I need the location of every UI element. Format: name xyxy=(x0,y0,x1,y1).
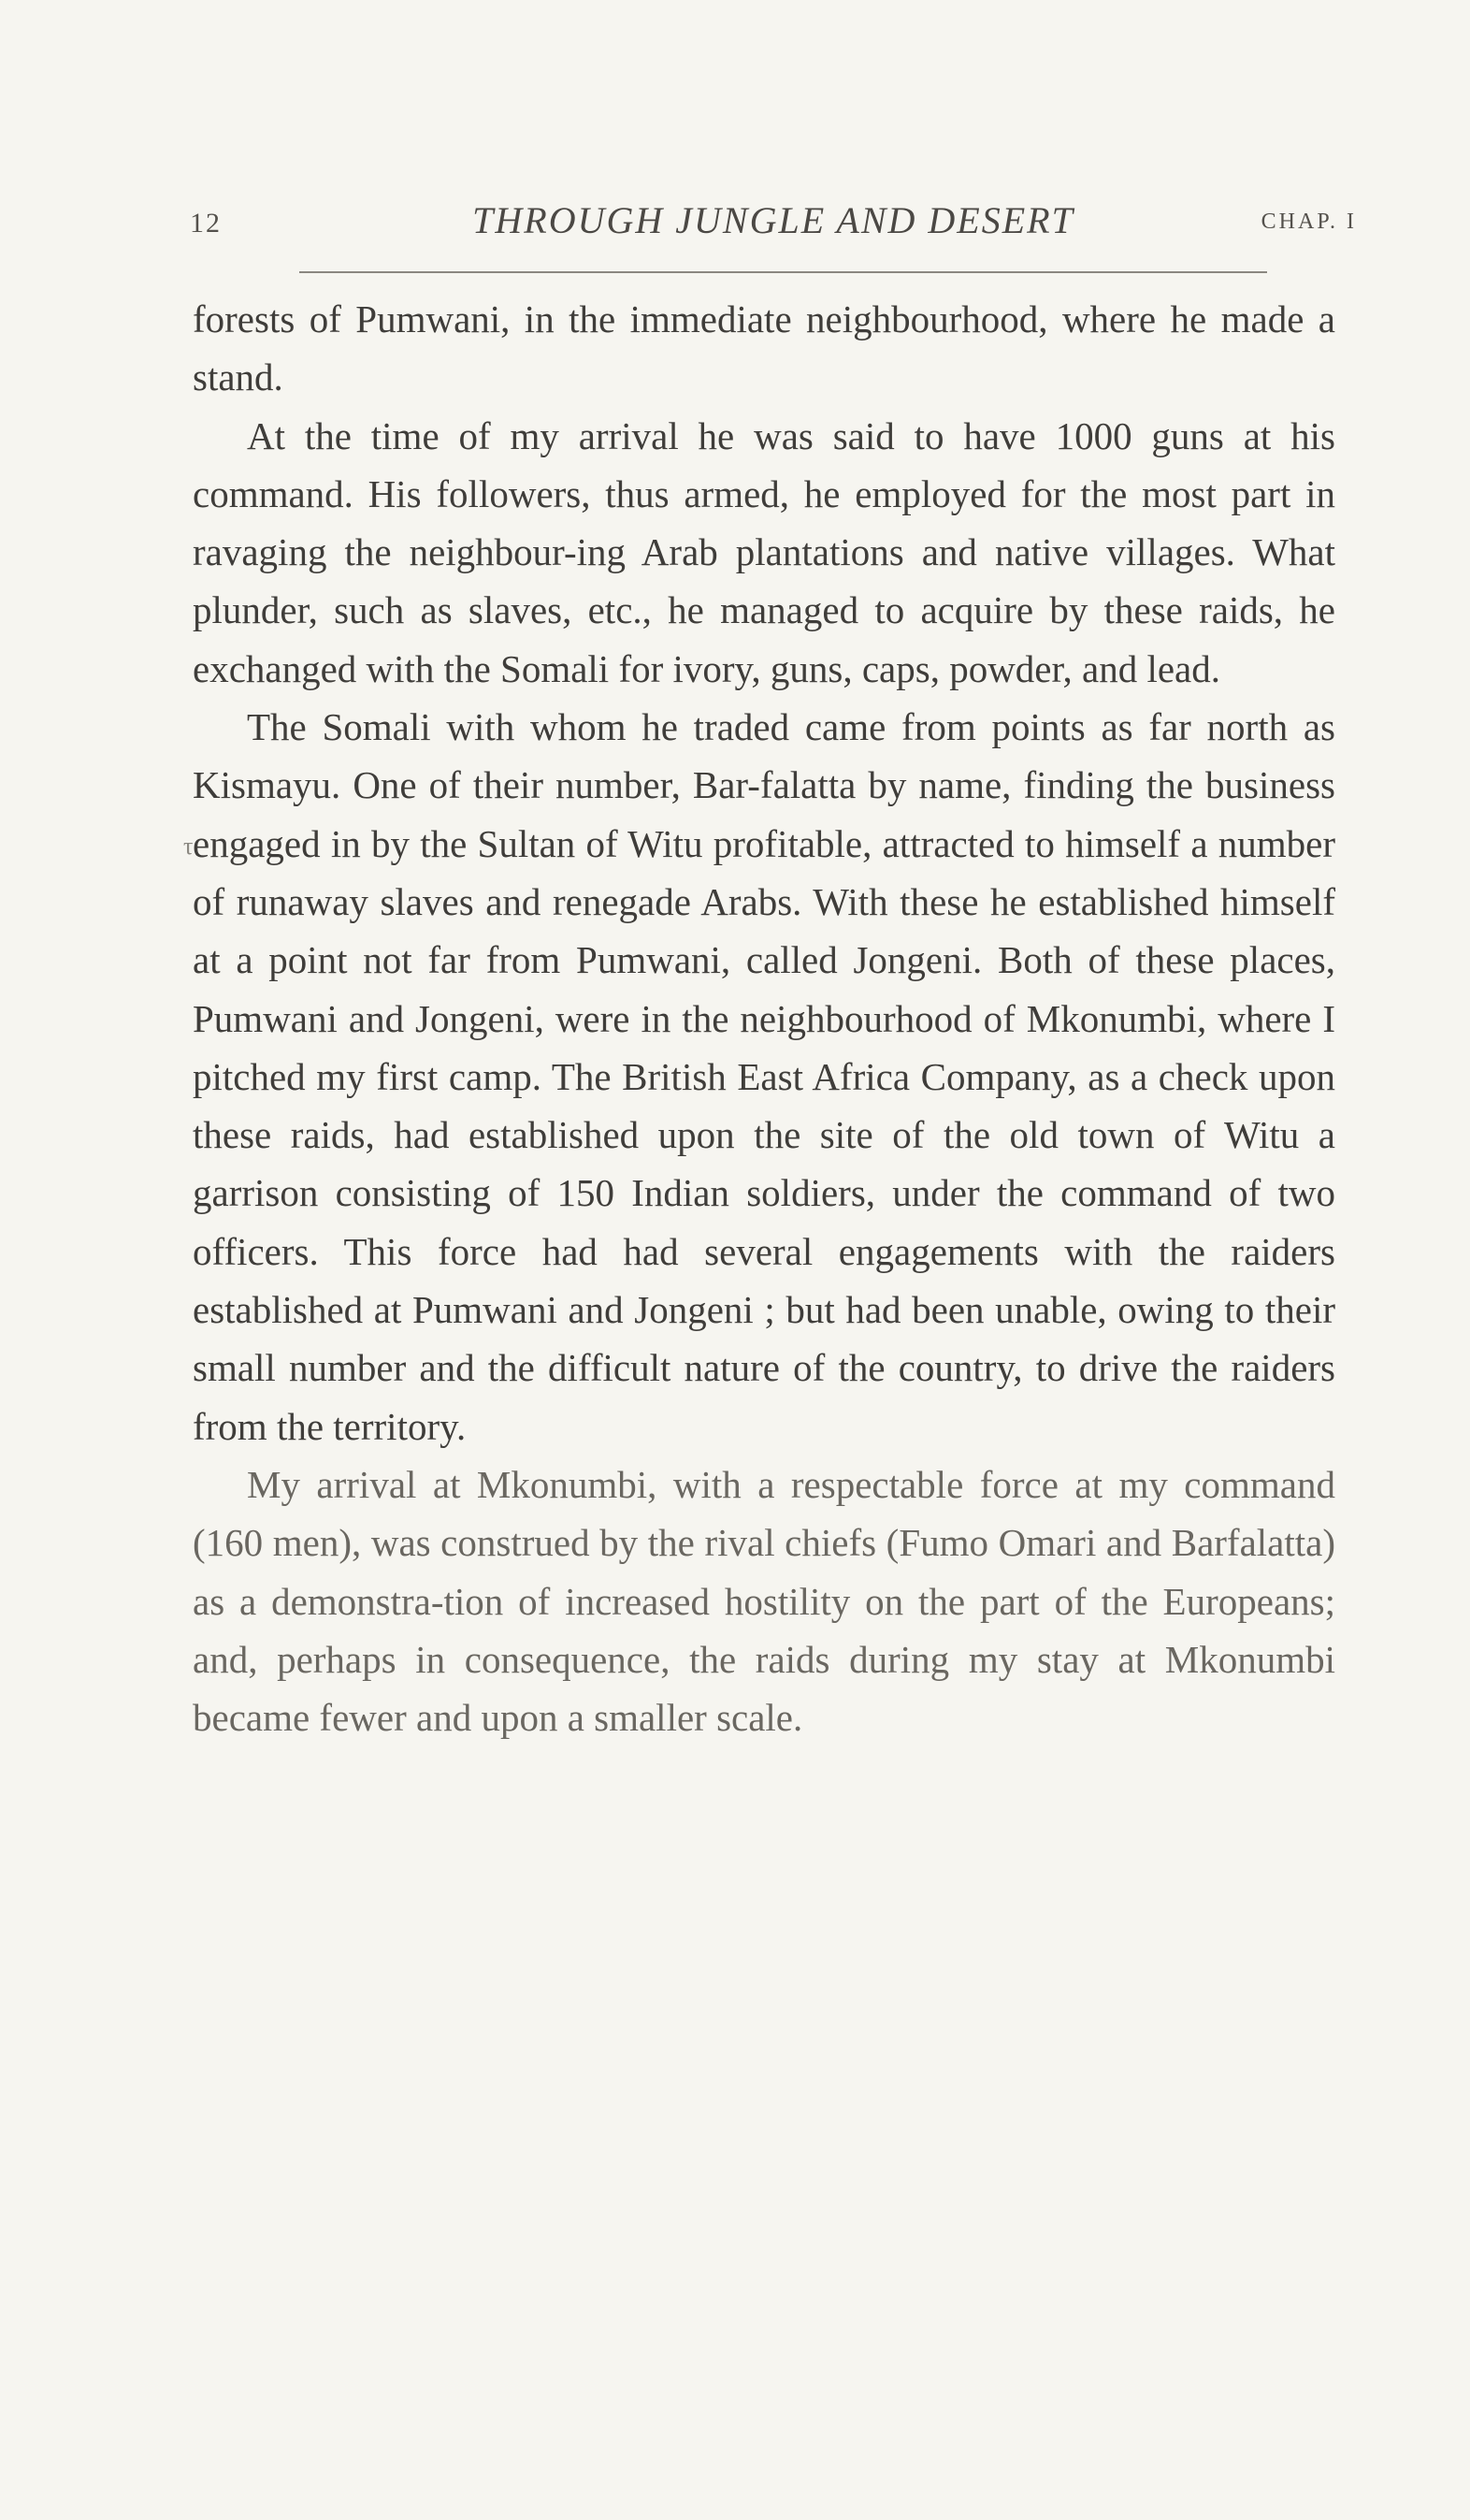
page-header xyxy=(190,198,1357,251)
paragraph-4: My arrival at Mkonumbi, with a respectable force at my command (160 men), was construed by the rival chiefs (Fumo Omari and Barfalatta) as a demonstra-tion of increased hostility on the part of the Europeans; and, perhaps in consequence, the raids during my stay at Mkonumbi became fewer and upon a smaller scale. xyxy=(193,1462,1335,1740)
paragraph-2: At the time of my arrival he was said to have 1000 guns at his command. His followers, thus armed, he employed for the most part in ravaging the neighbour-ing Arab plantations and native villages. What plunder, such as slaves, etc., he managed to acquire by these raids, he exchanged with the Somali for ivory, guns, caps, powder, and lead. xyxy=(193,413,1335,690)
page-number: 12 xyxy=(190,208,222,239)
paragraph-1: forests of Pumwani, in the immediate neighbourhood, where he made a stand. xyxy=(193,297,1335,399)
header-rule xyxy=(299,271,1267,273)
body-text xyxy=(193,290,1335,1746)
chapter-label: CHAP. I xyxy=(1261,210,1357,234)
paragraph-3: The Somali with whom he traded came from points as far north as Kismayu. One of their number, Bar-falatta by name, finding the business engaged in by the Sultan of Witu profitable, attracted to himself a number of runaway slaves and renegade Arabs. With these he established himself at a point not far from Pumwani, called Jongeni. Both of these places, Pumwani and Jongeni, were in the neighbourhood of Mkonumbi, where I pitched my first camp. The British East Africa Company, as a check upon these raids, had established upon the site of the old town of Witu a garrison consisting of 150 Indian soldiers, under the command of two officers. This force had had several engagements with the raiders established at Pumwani and Jongeni ; but had been unable, owing to their small number and the difficult nature of the country, to drive the raiders from the territory. xyxy=(193,705,1335,1448)
margin-mark: τ xyxy=(183,833,194,860)
running-title: THROUGH JUNGLE AND DESERT xyxy=(472,199,1074,241)
